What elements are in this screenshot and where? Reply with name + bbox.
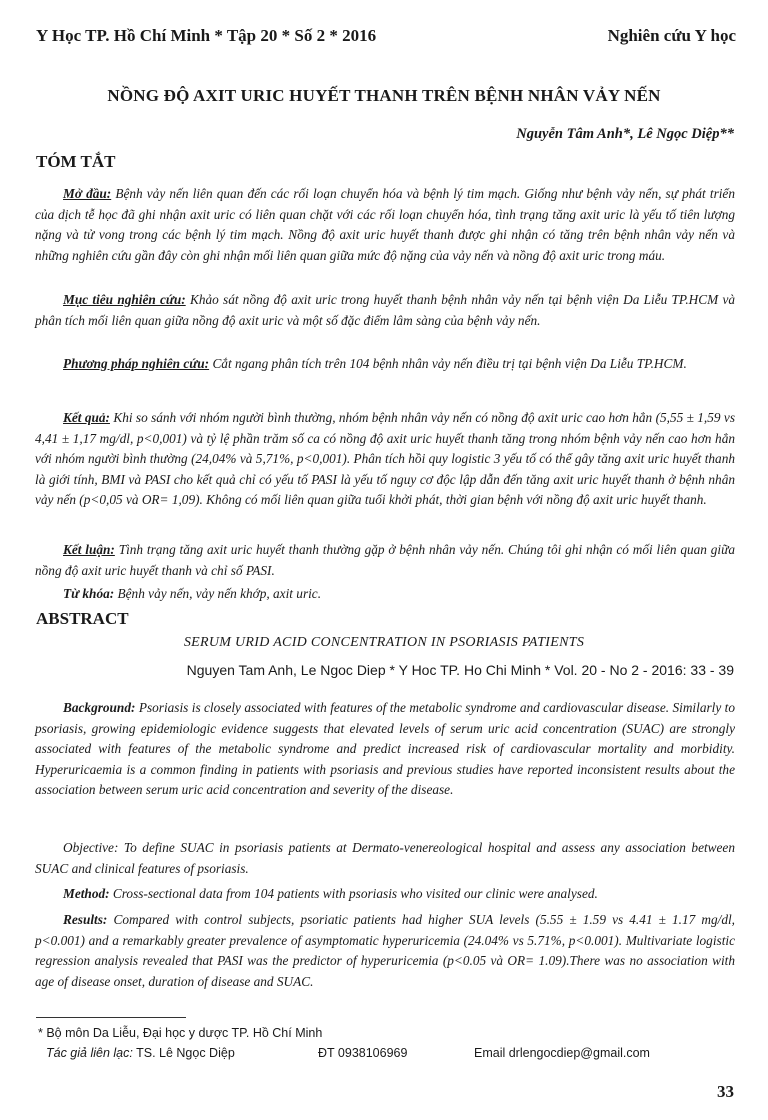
page-number: 33 [717,1082,734,1101]
background-label: Background: [63,700,136,715]
footnote-phone: ĐT 0938106969 [318,1046,408,1060]
contact-label: Tác giả liên lạc: [46,1046,133,1060]
objective-text: To define SUAC in psoriasis patients at Dermato-venereological hospital and assess any association between SUAC and clinical features of psoriasis. [35,840,735,876]
muctieu-label: Mục tiêu nghiên cứu: [63,292,186,307]
tomtat-heading: TÓM TẮT [36,152,116,171]
contact-name: TS. Lê Ngọc Diệp [136,1046,235,1060]
abstract-background [35,698,735,801]
footnote-email: Email drlengocdiep@gmail.com [474,1046,650,1060]
abstract-objective [35,838,735,879]
results-label: Results: [63,912,108,927]
section-label: Nghiên cứu Y học [607,26,736,45]
tomtat-modau [35,184,735,266]
method-text: Cross-sectional data from 104 patients with psoriasis who visited our clinic were analysed. [112,886,598,901]
journal-header: Y Học TP. Hồ Chí Minh * Tập 20 * Số 2 * 2016 [36,26,377,45]
objective-label: Objective: [63,840,119,855]
ketluan-text: Tình trạng tăng axit uric huyết thanh thường gặp ở bệnh nhân vảy nến. Chúng tôi ghi nhận có mối liên quan giữa nồng độ axit uric huyết thanh và chỉ số PASI. [35,542,735,578]
muctieu-text: Khảo sát nồng độ axit uric trong huyết thanh bệnh nhân vảy nến tại bệnh viện Da Liễu TP.HCM và phân tích mối liên quan giữa nồng độ axit uric và một số đặc điểm lâm sàng của bệnh vảy nến. [35,292,735,328]
tomtat-muctieu [35,290,735,331]
phuongphap-text: Cắt ngang phân tích trên 104 bệnh nhân vảy nến điều trị tại bệnh viện Da Liễu TP.HCM. [212,356,687,371]
footnote-divider [36,1017,186,1018]
abstract-heading: ABSTRACT [36,609,129,628]
abstract-title: SERUM URID ACID CONCENTRATION IN PSORIASIS PATIENTS [183,635,585,650]
article-authors: Nguyễn Tâm Anh*, Lê Ngọc Diệp** [516,126,734,142]
tomtat-ketqua [35,408,735,511]
tomtat-ketluan [35,540,735,581]
abstract-citation: Nguyen Tam Anh, Le Ngoc Diep * Y Hoc TP. Ho Chi Minh * Vol. 20 - No 2 - 2016: 33 - 39 [186,662,734,678]
abstract-method [35,884,735,905]
ketluan-label: Kết luận: [63,542,115,557]
tomtat-tukhoa [35,584,735,605]
footnote-contact [46,1046,235,1060]
phuongphap-label: Phương pháp nghiên cứu: [63,356,210,371]
tukhoa-label: Từ khóa: [63,586,115,601]
tomtat-phuongphap [35,354,735,375]
abstract-results [35,910,735,992]
results-text: Compared with control subjects, psoriatic patients had higher SUA levels (5.55 ± 1.59 vs 4.41 ± 1.17 mg/dl, p<0.001) and a remarkably greater prevalence of asymptomatic hyperuricemia (24.04% vs 5.71%, p<0.001). Multivariate logistic regression analysis revealed that PASI was the predictor of hyperuricemia (p<0.05 và OR= 1.09).There was no association with age of disease onset, duration of disease and SUAC. [35,912,735,989]
modau-text: Bệnh vảy nến liên quan đến các rối loạn chuyển hóa và bệnh lý tim mạch. Giống như bệnh vảy nến, sự phát triển của dịch tễ học đã ghi nhận axit uric có liên quan chặt với các rối loạn chuyển hóa, tình trạng tăng axit uric là yếu tố tiên lượng nặng và tử vong trong các bệnh lý tim mạch. Nồng độ axit uric huyết thanh được ghi nhận có tăng trên bệnh nhân vảy nến và những nghiên cứu gần đây còn ghi nhận mối liên quan giữa mức độ nặng của vảy nến và nồng độ axit uric trong máu. [35,186,735,263]
article-title: NỒNG ĐỘ AXIT URIC HUYẾT THANH TRÊN BỆNH NHÂN VẢY NẾN [107,86,661,105]
modau-label: Mở đầu: [63,186,112,201]
ketqua-label: Kết quả: [63,410,110,425]
background-text: Psoriasis is closely associated with features of the metabolic syndrome and cardiovascular disease. Similarly to psoriasis, growing epidemiologic evidence suggests that elevated levels of serum uric acid concentration (SUAC) are strongly associated with features of the metabolic syndrome and predict increased risk of cardiovascular mortality and morbidity. Hyperuricaemia is a common finding in patients with psoriasis and previous studies have reported inconsistent results about the association between serum uric acid concentration and severity of the disease. [35,700,735,798]
method-label: Method: [63,886,110,901]
footnote-affiliation: * Bộ môn Da Liễu, Đại học y dược TP. Hồ Chí Minh [38,1026,323,1040]
tukhoa-text: Bệnh vảy nến, vảy nến khớp, axit uric. [117,586,322,601]
ketqua-text: Khi so sánh với nhóm người bình thường, nhóm bệnh nhân vảy nến có nồng độ axit uric cao hơn hẳn (5,55 ± 1,59 vs 4,41 ± 1,17 mg/dl, p<0,001) và tỷ lệ phần trăm số ca có nồng độ axit uric huyết thanh tăng trong nhóm bệnh vảy nến cao hơn hẳn với nhóm người bình thường (24,04% và 5,71%, p<0,001). Phân tích hồi quy logistic 3 yếu tố có thể gây tăng axit uric huyết thanh là giới tính, BMI và PASI cho kết quả chỉ có yếu tố PASI là yếu tố nguy cơ độc lập dẫn đến tăng axit uric huyết thanh ở bệnh nhân vảy nến (p<0,05 và OR= 1,09). Không có mối liên quan giữa tuổi khởi phát, thời gian bệnh với nồng độ axit uric huyết thanh. [35,410,735,508]
